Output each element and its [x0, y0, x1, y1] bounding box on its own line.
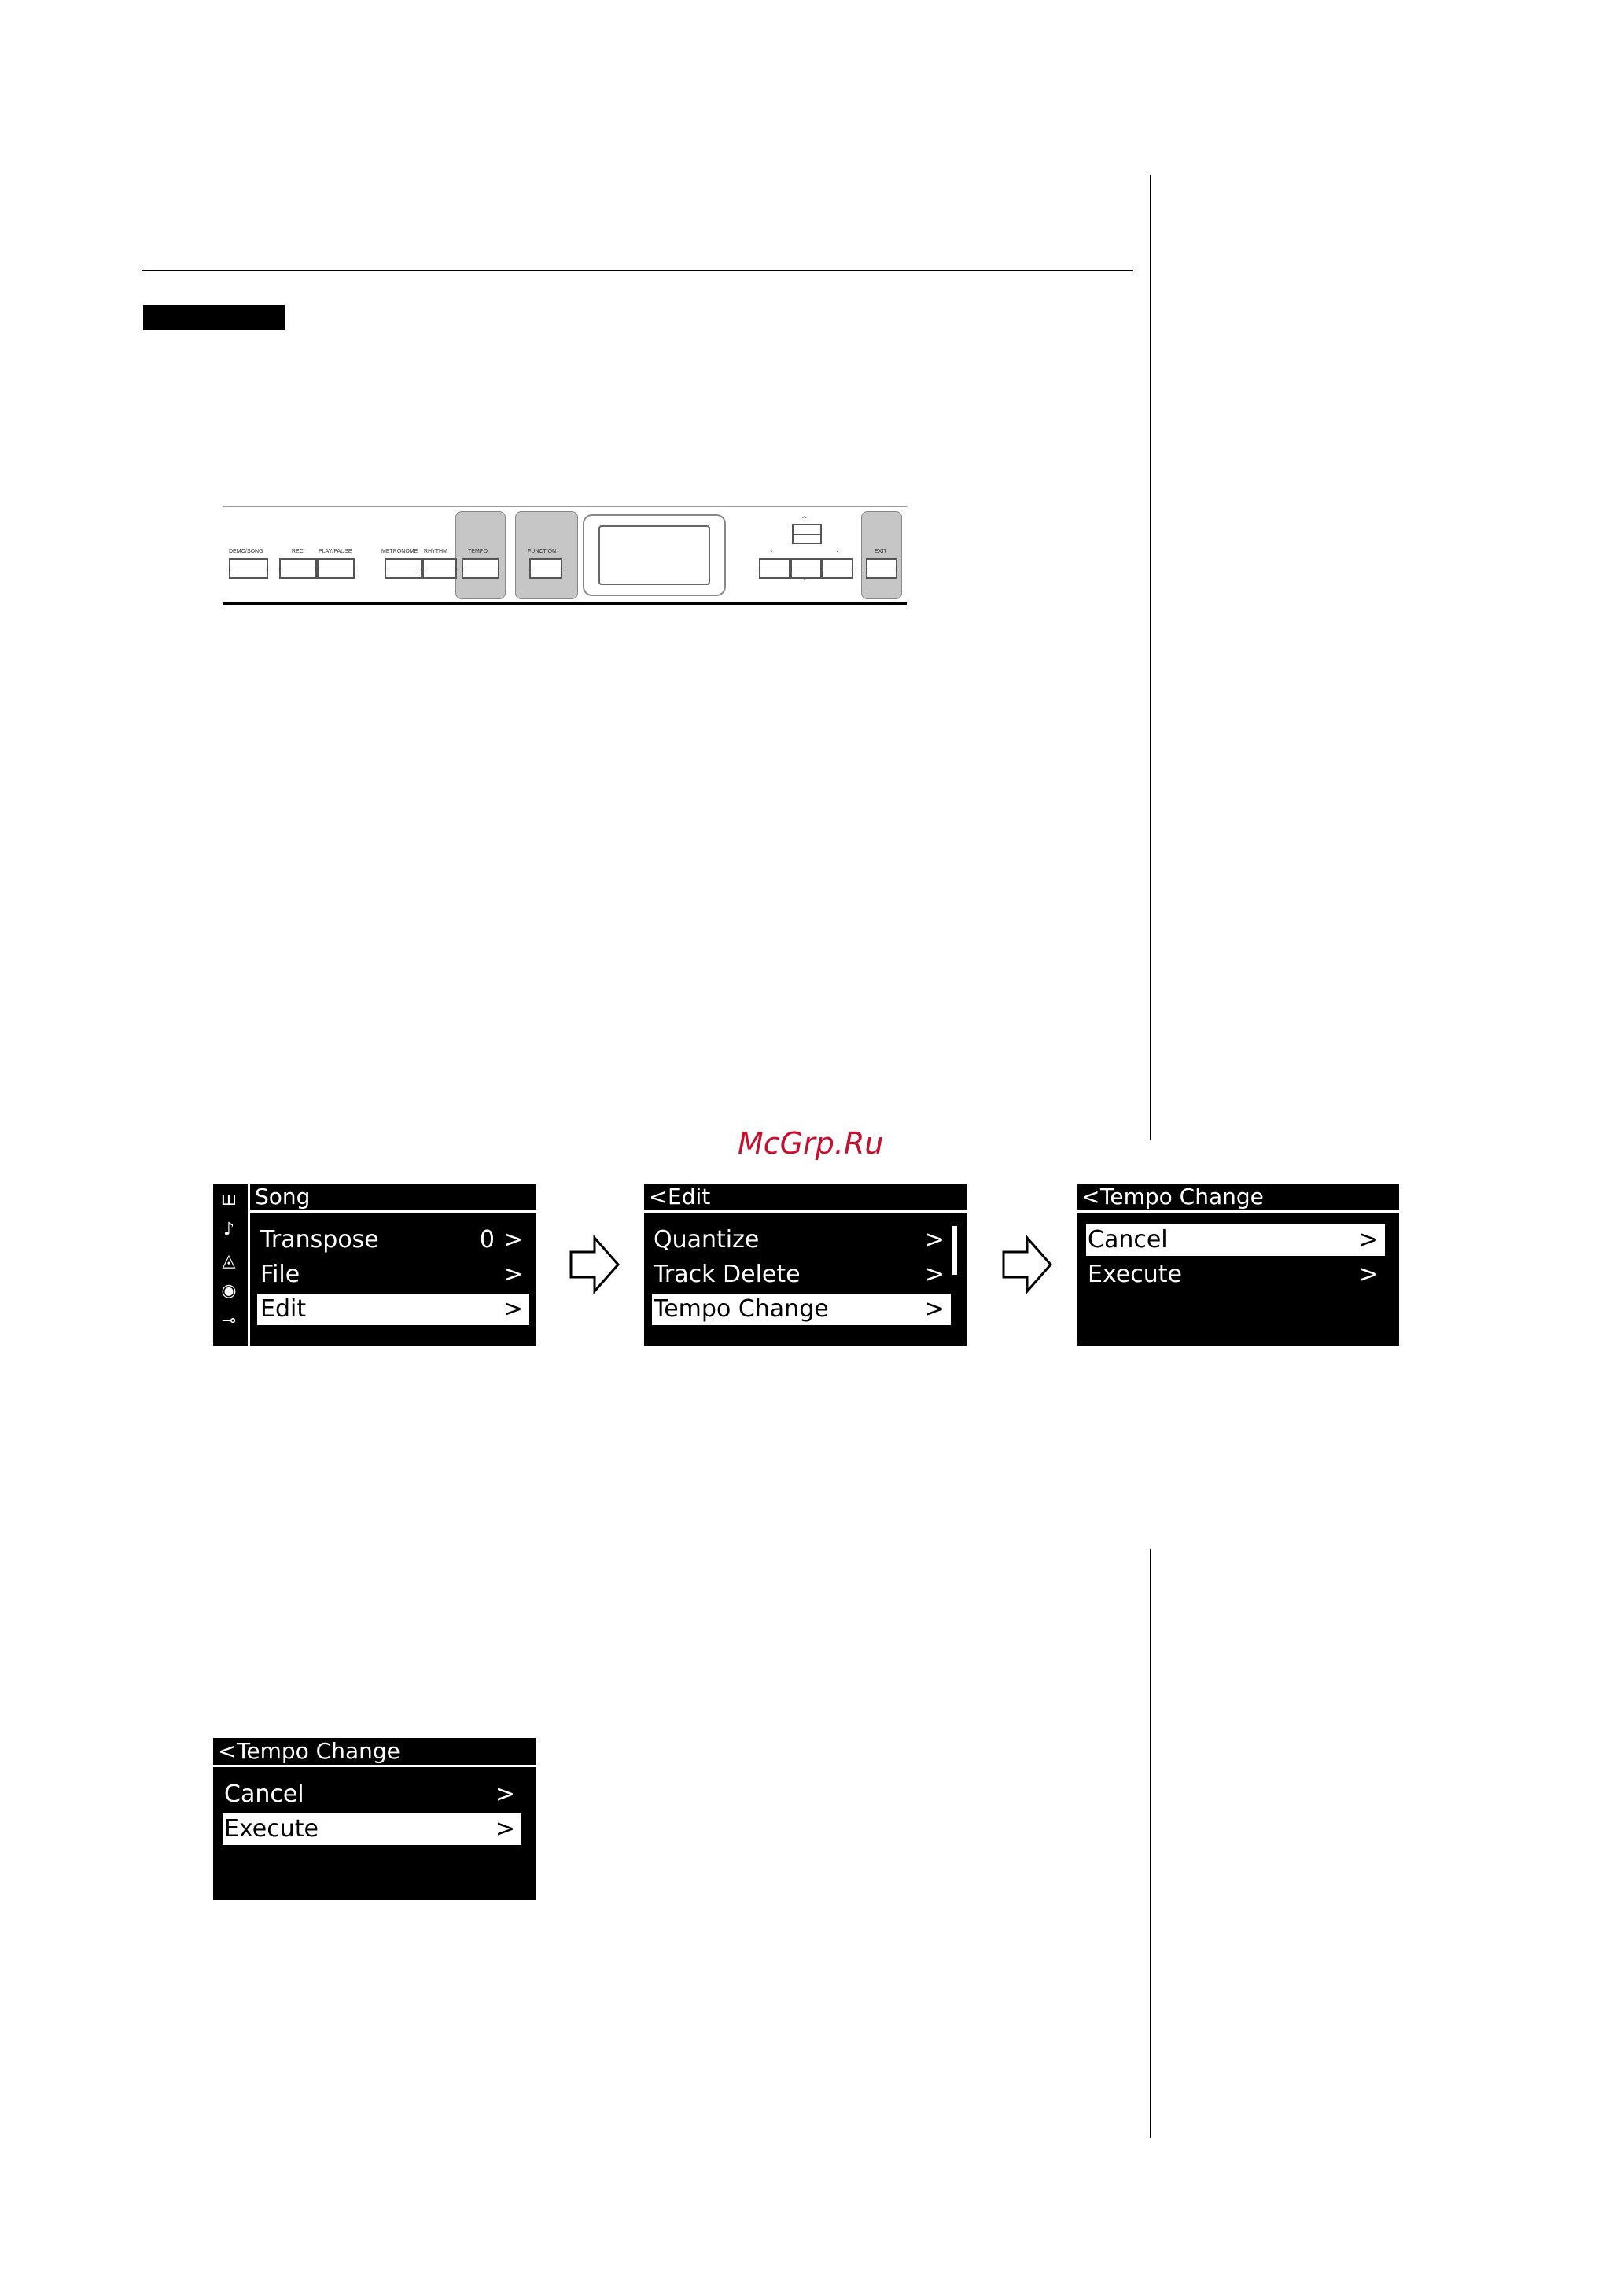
- usb-icon: ⊸: [221, 1311, 237, 1331]
- chevron-right-icon: >: [1358, 1261, 1379, 1288]
- margin-rule-top: [1150, 175, 1151, 1140]
- chevron-right-icon: >: [503, 1261, 523, 1288]
- chevron-right-icon: >: [924, 1226, 945, 1254]
- screen-header: [213, 1738, 536, 1767]
- panel-bottom-edge: [223, 602, 907, 605]
- menu-item-track-delete[interactable]: Track Delete >: [652, 1259, 951, 1291]
- right-arrow-icon: ›: [836, 547, 839, 555]
- tempo-label: TEMPO: [468, 549, 488, 554]
- screen-sidebar: [213, 1184, 250, 1346]
- screen-header: [250, 1184, 536, 1213]
- menu-item-quantize[interactable]: Quantize >: [652, 1224, 951, 1256]
- metronome-label: METRONOME: [381, 549, 418, 554]
- screen-title: Tempo Change: [1100, 1184, 1264, 1210]
- section-tab-marker: [143, 305, 285, 330]
- control-panel-illustration: [223, 503, 907, 606]
- panel-top-edge: [223, 506, 907, 507]
- left-arrow-icon: ‹: [770, 547, 773, 555]
- metronome-icon: ◬: [222, 1251, 236, 1271]
- up-button[interactable]: [792, 524, 822, 544]
- chevron-right-icon: >: [924, 1295, 945, 1323]
- chevron-right-icon: >: [495, 1815, 515, 1843]
- demo-song-button[interactable]: [229, 558, 268, 579]
- chevron-right-icon: >: [1358, 1226, 1379, 1254]
- screen-title: Tempo Change: [237, 1738, 400, 1764]
- tempo-highlight: [455, 511, 506, 599]
- menu-item-file[interactable]: File >: [257, 1259, 529, 1291]
- screen-header: [644, 1184, 967, 1213]
- song-icon: ♪: [223, 1220, 235, 1239]
- watermark-text: McGrp.Ru: [738, 1126, 884, 1161]
- menu-item-cancel[interactable]: Cancel >: [223, 1779, 521, 1810]
- function-highlight: [515, 511, 578, 599]
- function-label: FUNCTION: [528, 549, 557, 554]
- exit-label: EXIT: [875, 549, 887, 554]
- rhythm-label: RHYTHM: [424, 549, 447, 554]
- scrollbar[interactable]: [952, 1226, 957, 1275]
- screen-header: [1077, 1184, 1399, 1213]
- edit-menu-screen: [644, 1184, 967, 1346]
- panel-display: [583, 514, 726, 596]
- screen-title: Song: [255, 1184, 311, 1210]
- rec-button[interactable]: [279, 558, 317, 579]
- back-chevron-icon[interactable]: <: [649, 1184, 668, 1210]
- chevron-right-icon: >: [503, 1295, 523, 1323]
- rec-label: REC: [292, 549, 304, 554]
- metronome-button[interactable]: [385, 558, 422, 579]
- play-pause-button[interactable]: [317, 558, 355, 579]
- tempo-button[interactable]: [462, 558, 499, 579]
- margin-rule-bottom: [1150, 1549, 1151, 2138]
- flow-arrow-icon: [568, 1233, 623, 1296]
- piano-icon: ш: [220, 1190, 238, 1210]
- section-rule: [142, 270, 1133, 271]
- record-icon: ◉: [221, 1281, 237, 1301]
- down-button[interactable]: [790, 558, 822, 579]
- menu-item-tempo-change[interactable]: Tempo Change >: [652, 1294, 951, 1325]
- menu-item-edit[interactable]: Edit >: [257, 1294, 529, 1325]
- rhythm-button[interactable]: [422, 558, 457, 579]
- left-button[interactable]: [759, 558, 790, 579]
- exit-highlight: [861, 511, 902, 599]
- tempo-change-screen: [1077, 1184, 1399, 1346]
- song-menu-screen: [213, 1184, 536, 1346]
- chevron-right-icon: >: [495, 1780, 515, 1808]
- menu-item-execute[interactable]: Execute >: [1086, 1259, 1385, 1291]
- chevron-right-icon: >: [924, 1261, 945, 1288]
- up-arrow-icon: ^: [801, 516, 808, 524]
- tempo-change-execute-screen: [213, 1738, 536, 1900]
- down-arrow-icon: ˇ: [803, 579, 807, 587]
- demo-song-label: DEMO/SONG: [229, 549, 263, 554]
- back-chevron-icon[interactable]: <: [218, 1738, 237, 1764]
- function-button[interactable]: [529, 558, 562, 579]
- menu-item-cancel[interactable]: Cancel >: [1086, 1224, 1385, 1256]
- back-chevron-icon[interactable]: <: [1081, 1184, 1100, 1210]
- exit-button[interactable]: [866, 558, 897, 579]
- right-button[interactable]: [822, 558, 853, 579]
- screen-title: Edit: [668, 1184, 711, 1210]
- menu-item-transpose[interactable]: Transpose 0 >: [257, 1224, 529, 1256]
- flow-arrow-icon: [1000, 1233, 1055, 1296]
- menu-item-execute[interactable]: Execute >: [223, 1813, 521, 1845]
- play-pause-label: PLAY/PAUSE: [319, 549, 352, 554]
- chevron-right-icon: >: [503, 1226, 523, 1254]
